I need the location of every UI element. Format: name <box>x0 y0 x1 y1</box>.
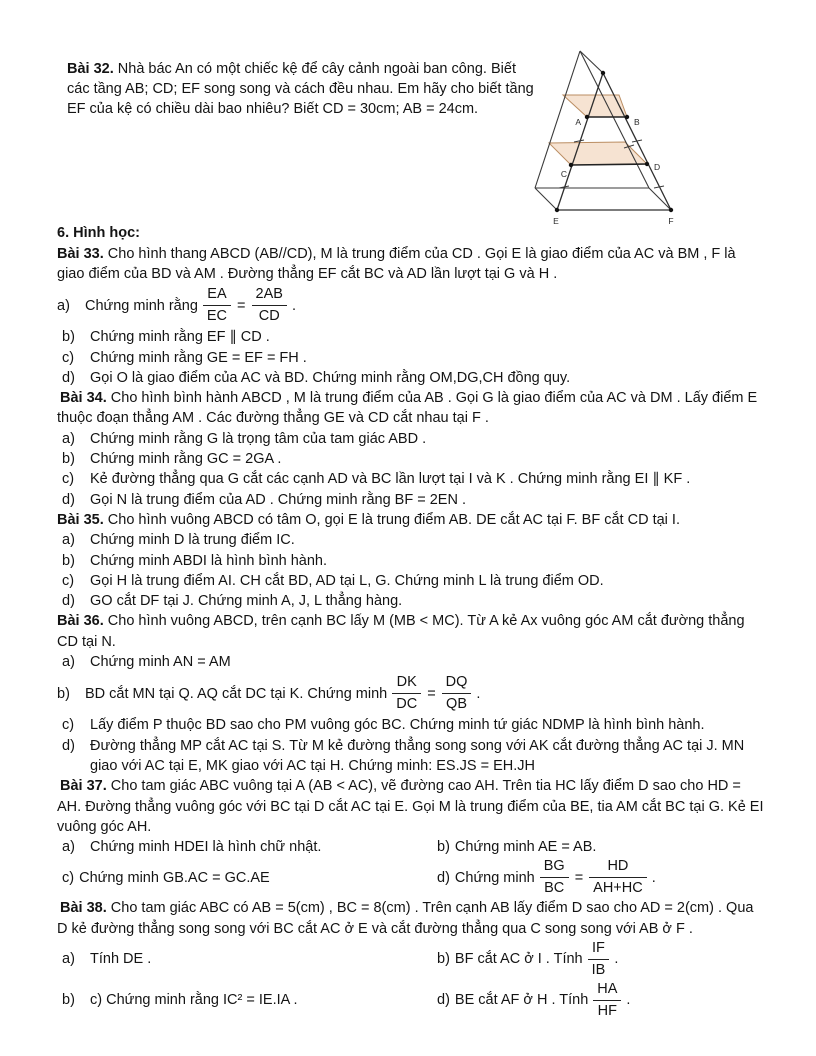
exercise-34-intro: Cho hình bình hành ABCD , M là trung điểm của AB . Gọi G là giao điểm của AC và DM . Lấy điểm E thuộc đoạn thẳng AM . Các đường thẳng GE và CD cắt nhau tại F . <box>57 390 758 427</box>
item-text: Chứng minh rằng GC = 2GA . <box>90 451 282 468</box>
item-prefix: b) <box>62 451 75 468</box>
exercise-32-label: Bài 32. <box>67 60 114 77</box>
exercise-32 <box>67 59 535 120</box>
item-text: c) Chứng minh rằng IC² = IE.IA . <box>90 992 298 1009</box>
item-prefix: b) <box>437 951 450 968</box>
exercise-34-item-c <box>62 469 765 489</box>
item-text: BD cắt MN tại Q. AQ cắt DC tại K. Chứng minh <box>85 685 388 702</box>
exercise-35-intro: Cho hình vuông ABCD có tâm O, gọi E là trung điểm AB. DE cắt AC tại F. BF cắt CD tại I. <box>107 511 680 528</box>
exercise-34-item-a <box>62 429 765 449</box>
item-text: Chứng minh <box>454 869 535 886</box>
item-end: . <box>626 992 631 1009</box>
point-label-b: B <box>634 117 640 127</box>
exercise-33-item-b <box>62 327 765 347</box>
section-heading: 6. Hình học: <box>57 225 140 242</box>
item-text: Chứng minh AN = AM <box>90 654 231 671</box>
fraction <box>593 980 621 1021</box>
item-prefix: c) <box>62 349 75 366</box>
fraction-numerator: BG <box>540 857 569 878</box>
document-content <box>57 44 765 1021</box>
exercise-33-item-c <box>62 348 765 368</box>
fraction-denominator: IB <box>591 962 606 978</box>
fraction <box>589 857 647 898</box>
exercise-37-item-b <box>437 837 765 857</box>
item-prefix: d) <box>62 491 75 508</box>
fraction <box>252 285 287 326</box>
exercise-37-item-d <box>437 857 765 898</box>
item-prefix: b) <box>437 839 450 856</box>
exercise-38-item-d <box>437 980 765 1021</box>
fraction-numerator: DK <box>392 673 421 694</box>
item-text: Tính DE . <box>90 951 152 968</box>
item-text: Chứng minh AE = AB. <box>454 839 597 856</box>
item-prefix: d) <box>62 369 75 386</box>
fraction-numerator: IF <box>588 939 610 960</box>
fraction-denominator: EC <box>206 308 228 325</box>
item-prefix: b) <box>57 685 70 702</box>
exercise-34-label: Bài 34. <box>60 390 107 407</box>
exercise-35-item-a <box>62 530 765 550</box>
point-label-e: E <box>553 216 559 226</box>
exercise-33-item-a <box>57 285 765 326</box>
exercise-36-intro: Cho hình vuông ABCD, trên cạnh BC lấy M (MB < MC). Từ A kẻ Ax vuông góc AM cắt đường thẳng CD tại N. <box>57 613 745 650</box>
fraction-denominator: AH+HC <box>593 880 643 897</box>
item-text: Chứng minh HDEI là hình chữ nhật. <box>90 839 322 856</box>
exercise-33-label: Bài 33. <box>57 245 104 262</box>
exercise-38-label: Bài 38. <box>60 900 107 917</box>
exercise-37-item-a <box>62 837 437 857</box>
exercise-38-item-c <box>62 990 437 1010</box>
item-prefix: d) <box>62 593 75 610</box>
item-prefix: a) <box>62 951 75 968</box>
exercise-38 <box>57 898 765 939</box>
item-prefix: b) <box>62 992 75 1009</box>
fraction-denominator: DC <box>396 696 418 713</box>
equals-sign: = <box>574 869 584 886</box>
item-end: . <box>614 951 619 968</box>
point-label-a: A <box>575 117 581 127</box>
item-end: . <box>291 297 296 314</box>
item-prefix: a) <box>62 654 75 671</box>
equals-sign: = <box>427 685 436 702</box>
item-text: Chứng minh GB.AC = GC.AE <box>79 869 270 886</box>
fraction <box>203 285 231 326</box>
item-text: Đường thẳng MP cắt AC tại S. Từ M kẻ đường thẳng song song với AK cắt đường thẳng AC tại J. MN giao với AC tại E, MK giao với AC tại H. Chứng minh: ES.JS = EH.JH <box>90 737 745 774</box>
fraction <box>392 673 421 714</box>
item-text: Chứng minh rằng GE = EF = FH . <box>90 349 307 366</box>
exercise-37-item-c <box>62 868 437 888</box>
item-prefix: b) <box>62 552 75 569</box>
item-prefix: d) <box>437 869 450 886</box>
item-text: Chứng minh rằng G là trọng tâm của tam giác ABD . <box>90 430 427 447</box>
fraction-numerator: 2AB <box>252 285 287 306</box>
item-text: Lấy điểm P thuộc BD sao cho PM vuông góc BC. Chứng minh tứ giác NDMP là hình bình hành. <box>90 717 705 734</box>
exercise-38-item-b <box>437 939 765 980</box>
item-prefix: c) <box>62 869 75 886</box>
exercise-37-row-cd <box>62 857 765 898</box>
fraction <box>442 673 472 714</box>
equals-sign: = <box>237 297 246 314</box>
exercise-36-item-c <box>62 715 765 735</box>
exercise-38-intro: Cho tam giác ABC có AB = 5(cm) , BC = 8(cm) . Trên cạnh AB lấy điểm D sao cho AD = 2(cm) . Qua D kẻ đường thẳng song song với BC cắt AC ở E và cắt đường thẳng qua C song song với AB ở F . <box>57 900 754 937</box>
exercise-34-item-d <box>62 490 765 510</box>
exercise-36 <box>57 611 765 652</box>
item-text: Gọi N là trung điểm của AD . Chứng minh rằng BF = 2EN . <box>90 491 467 508</box>
exercise-33-item-d <box>62 368 765 388</box>
exercise-33 <box>57 244 765 285</box>
item-prefix: c) <box>62 717 75 734</box>
exercise-35 <box>57 510 765 530</box>
fraction <box>540 857 569 898</box>
item-end: . <box>651 869 656 886</box>
exercise-37 <box>57 776 765 837</box>
item-text: GO cắt DF tại J. Chứng minh A, J, L thẳng hàng. <box>90 593 403 610</box>
exercise-32-text: Nhà bác An có một chiếc kệ để cây cảnh ngoài ban công. Biết các tầng AB; CD; EF song song và cách đều nhau. Em hãy cho biết tầng EF của kệ có chiều dài bao nhiêu? Biết CD = 30cm; AB = 24cm. <box>67 60 534 118</box>
fraction-numerator: HA <box>593 980 621 1001</box>
item-prefix: c) <box>62 471 75 488</box>
exercise-33-intro: Cho hình thang ABCD (AB//CD), M là trung điểm của CD . Gọi E là giao điểm của AC và BM , F là giao điểm của BD và AM . Đường thẳng EF cắt BC và AD lần lượt tại G và H . <box>57 245 736 282</box>
exercise-35-item-b <box>62 551 765 571</box>
item-text: BE cắt AF ở H . Tính <box>454 992 589 1009</box>
item-text: Chứng minh rằng <box>85 297 198 314</box>
fraction <box>588 939 610 980</box>
exercise-36-item-a <box>62 652 765 672</box>
exercise-34 <box>57 388 765 429</box>
item-prefix: c) <box>62 572 75 589</box>
exercise-38-item-a <box>62 949 437 969</box>
exercise-37-row-ab <box>62 837 765 857</box>
exercise-36-label: Bài 36. <box>57 613 104 630</box>
item-prefix: a) <box>62 430 75 447</box>
exercise-34-item-b <box>62 449 765 469</box>
point-label-f: F <box>668 216 674 226</box>
exercise-38-row-cd <box>62 980 765 1021</box>
fraction-denominator: QB <box>446 696 467 713</box>
item-text: Chứng minh D là trung điểm IC. <box>90 532 295 549</box>
item-text: Chứng minh rằng EF ∥ CD . <box>90 329 270 346</box>
item-text: Kẻ đường thẳng qua G cắt các cạnh AD và BC lần lượt tại I và K . Chứng minh rằng EI ∥ KF . <box>90 471 691 488</box>
exercise-37-intro: Cho tam giác ABC vuông tại A (AB < AC), vẽ đường cao AH. Trên tia HC lấy điểm D sao cho HD = AH. Đường thẳng vuông góc với BC tại D cắt AC tại E. Gọi M là trung điểm của BE, tia AM cắt BC tại G. Kẻ EI vuông góc AH. <box>57 778 764 835</box>
point-label-d: D <box>654 162 661 172</box>
item-end: . <box>476 685 481 702</box>
exercise-36-item-d <box>62 736 765 777</box>
fraction-denominator: HF <box>597 1003 618 1019</box>
fraction-numerator: DQ <box>442 673 472 694</box>
exercise-35-item-d <box>62 591 765 611</box>
item-text: Gọi O là giao điểm của AC và BD. Chứng minh rằng OM,DG,CH đồng quy. <box>90 369 571 386</box>
fraction-denominator: BC <box>544 880 565 897</box>
exercise-36-item-b <box>57 673 765 714</box>
fraction-denominator: CD <box>258 308 280 325</box>
item-prefix: d) <box>62 737 75 754</box>
item-prefix: a) <box>62 839 75 856</box>
item-prefix: a) <box>57 297 70 314</box>
exercise-35-label: Bài 35. <box>57 511 104 528</box>
item-text: Chứng minh ABDI là hình bình hành. <box>90 552 328 569</box>
exercise-38-row-ab <box>62 939 765 980</box>
item-prefix: b) <box>62 329 75 346</box>
item-prefix: d) <box>437 992 450 1009</box>
fraction-numerator: EA <box>203 285 231 306</box>
exercise-37-label: Bài 37. <box>60 778 107 795</box>
item-prefix: a) <box>62 532 75 549</box>
item-text: BF cắt AC ở I . Tính <box>454 951 583 968</box>
exercise-35-item-c <box>62 571 765 591</box>
fraction-numerator: HD <box>589 857 647 878</box>
point-label-c: C <box>560 169 567 179</box>
item-text: Gọi H là trung điểm AI. CH cắt BD, AD tại L, G. Chứng minh L là trung điểm OD. <box>90 572 604 589</box>
